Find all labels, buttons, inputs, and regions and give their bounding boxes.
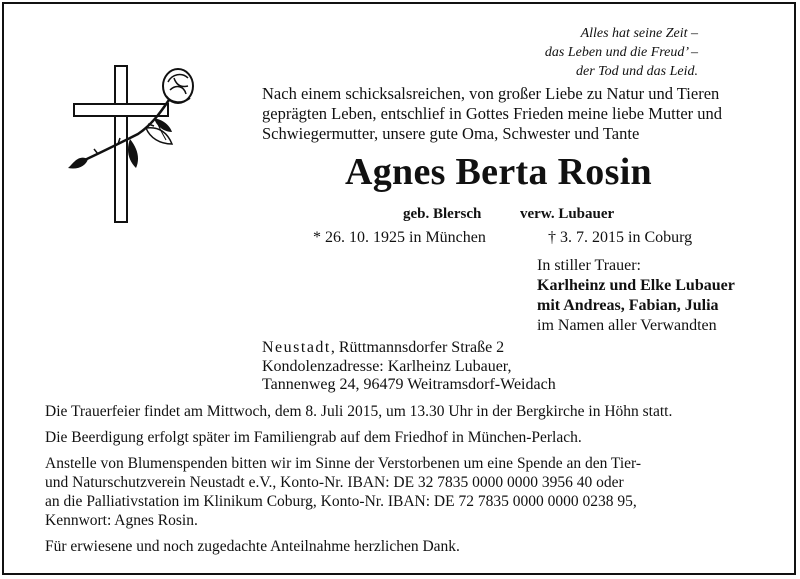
donation-line: an die Palliativstation im Klinikum Coburg, Konto-Nr. IBAN: DE 72 7835 0000 0000 0238 95, — [45, 493, 637, 510]
birth-date: * 26. 10. 1925 in München — [313, 229, 486, 246]
mourners-line: mit Andreas, Fabian, Julia — [537, 297, 719, 314]
address-block — [262, 339, 556, 395]
motto-line: Alles hat seine Zeit – — [580, 26, 698, 41]
widowed-name: verw. Lubauer — [520, 206, 615, 222]
birth-name: geb. Blersch — [403, 206, 482, 222]
intro-line: Schwiegermutter, unsere gute Oma, Schwester und Tante — [262, 124, 640, 143]
cross-with-rose-icon — [68, 64, 198, 224]
intro-line: geprägten Leben, entschlief in Gottes Frieden meine liebe Mutter und — [262, 104, 723, 123]
donation-line: und Naturschutzverein Neustadt e.V., Konto-Nr. IBAN: DE 32 7835 0000 0000 3956 40 oder — [45, 474, 624, 491]
intro-text — [262, 84, 782, 144]
mourners — [537, 256, 735, 336]
thanks-text: Für erwiesene und noch zugedachte Anteilnahme herzlichen Dank. — [45, 538, 460, 555]
mourners-closing: im Namen aller Verwandten — [537, 317, 717, 334]
mourners-line: Karlheinz und Elke Lubauer — [537, 277, 735, 294]
deceased-name: Agnes Berta Rosin — [345, 151, 652, 193]
motto-line: der Tod und das Leid. — [575, 64, 698, 79]
donation-line: Kennwort: Agnes Rosin. — [45, 512, 198, 529]
donation-line: Anstelle von Blumenspenden bitten wir im Sinne der Verstorbenen um eine Spende an den Tier- — [45, 455, 642, 472]
intro-line: Nach einem schicksalsreichen, von großer Liebe zu Natur und Tieren — [262, 84, 720, 103]
donation-info — [45, 454, 641, 530]
address-line — [262, 339, 556, 358]
funeral-info: Die Trauerfeier findet am Mittwoch, dem 8. Juli 2015, um 13.30 Uhr in der Bergkirche in Höhn statt. — [45, 403, 673, 420]
condolence-address: Kondolenzadresse: Karlheinz Lubauer, — [262, 357, 512, 375]
address-line: Tannenweg 24, 96479 Weitramsdorf-Weidach — [262, 376, 556, 393]
mourners-intro: In stiller Trauer: — [537, 257, 641, 274]
death-date: † 3. 7. 2015 in Coburg — [548, 229, 693, 246]
burial-info: Die Beerdigung erfolgt später im Familiengrab auf dem Friedhof in München-Perlach. — [45, 429, 582, 446]
motto — [545, 24, 698, 81]
motto-line: das Leben und die Freud’ – — [544, 45, 698, 60]
address-town: Neustadt — [262, 339, 331, 356]
address-street: , Rüttmannsdorfer Straße 2 — [330, 339, 505, 356]
